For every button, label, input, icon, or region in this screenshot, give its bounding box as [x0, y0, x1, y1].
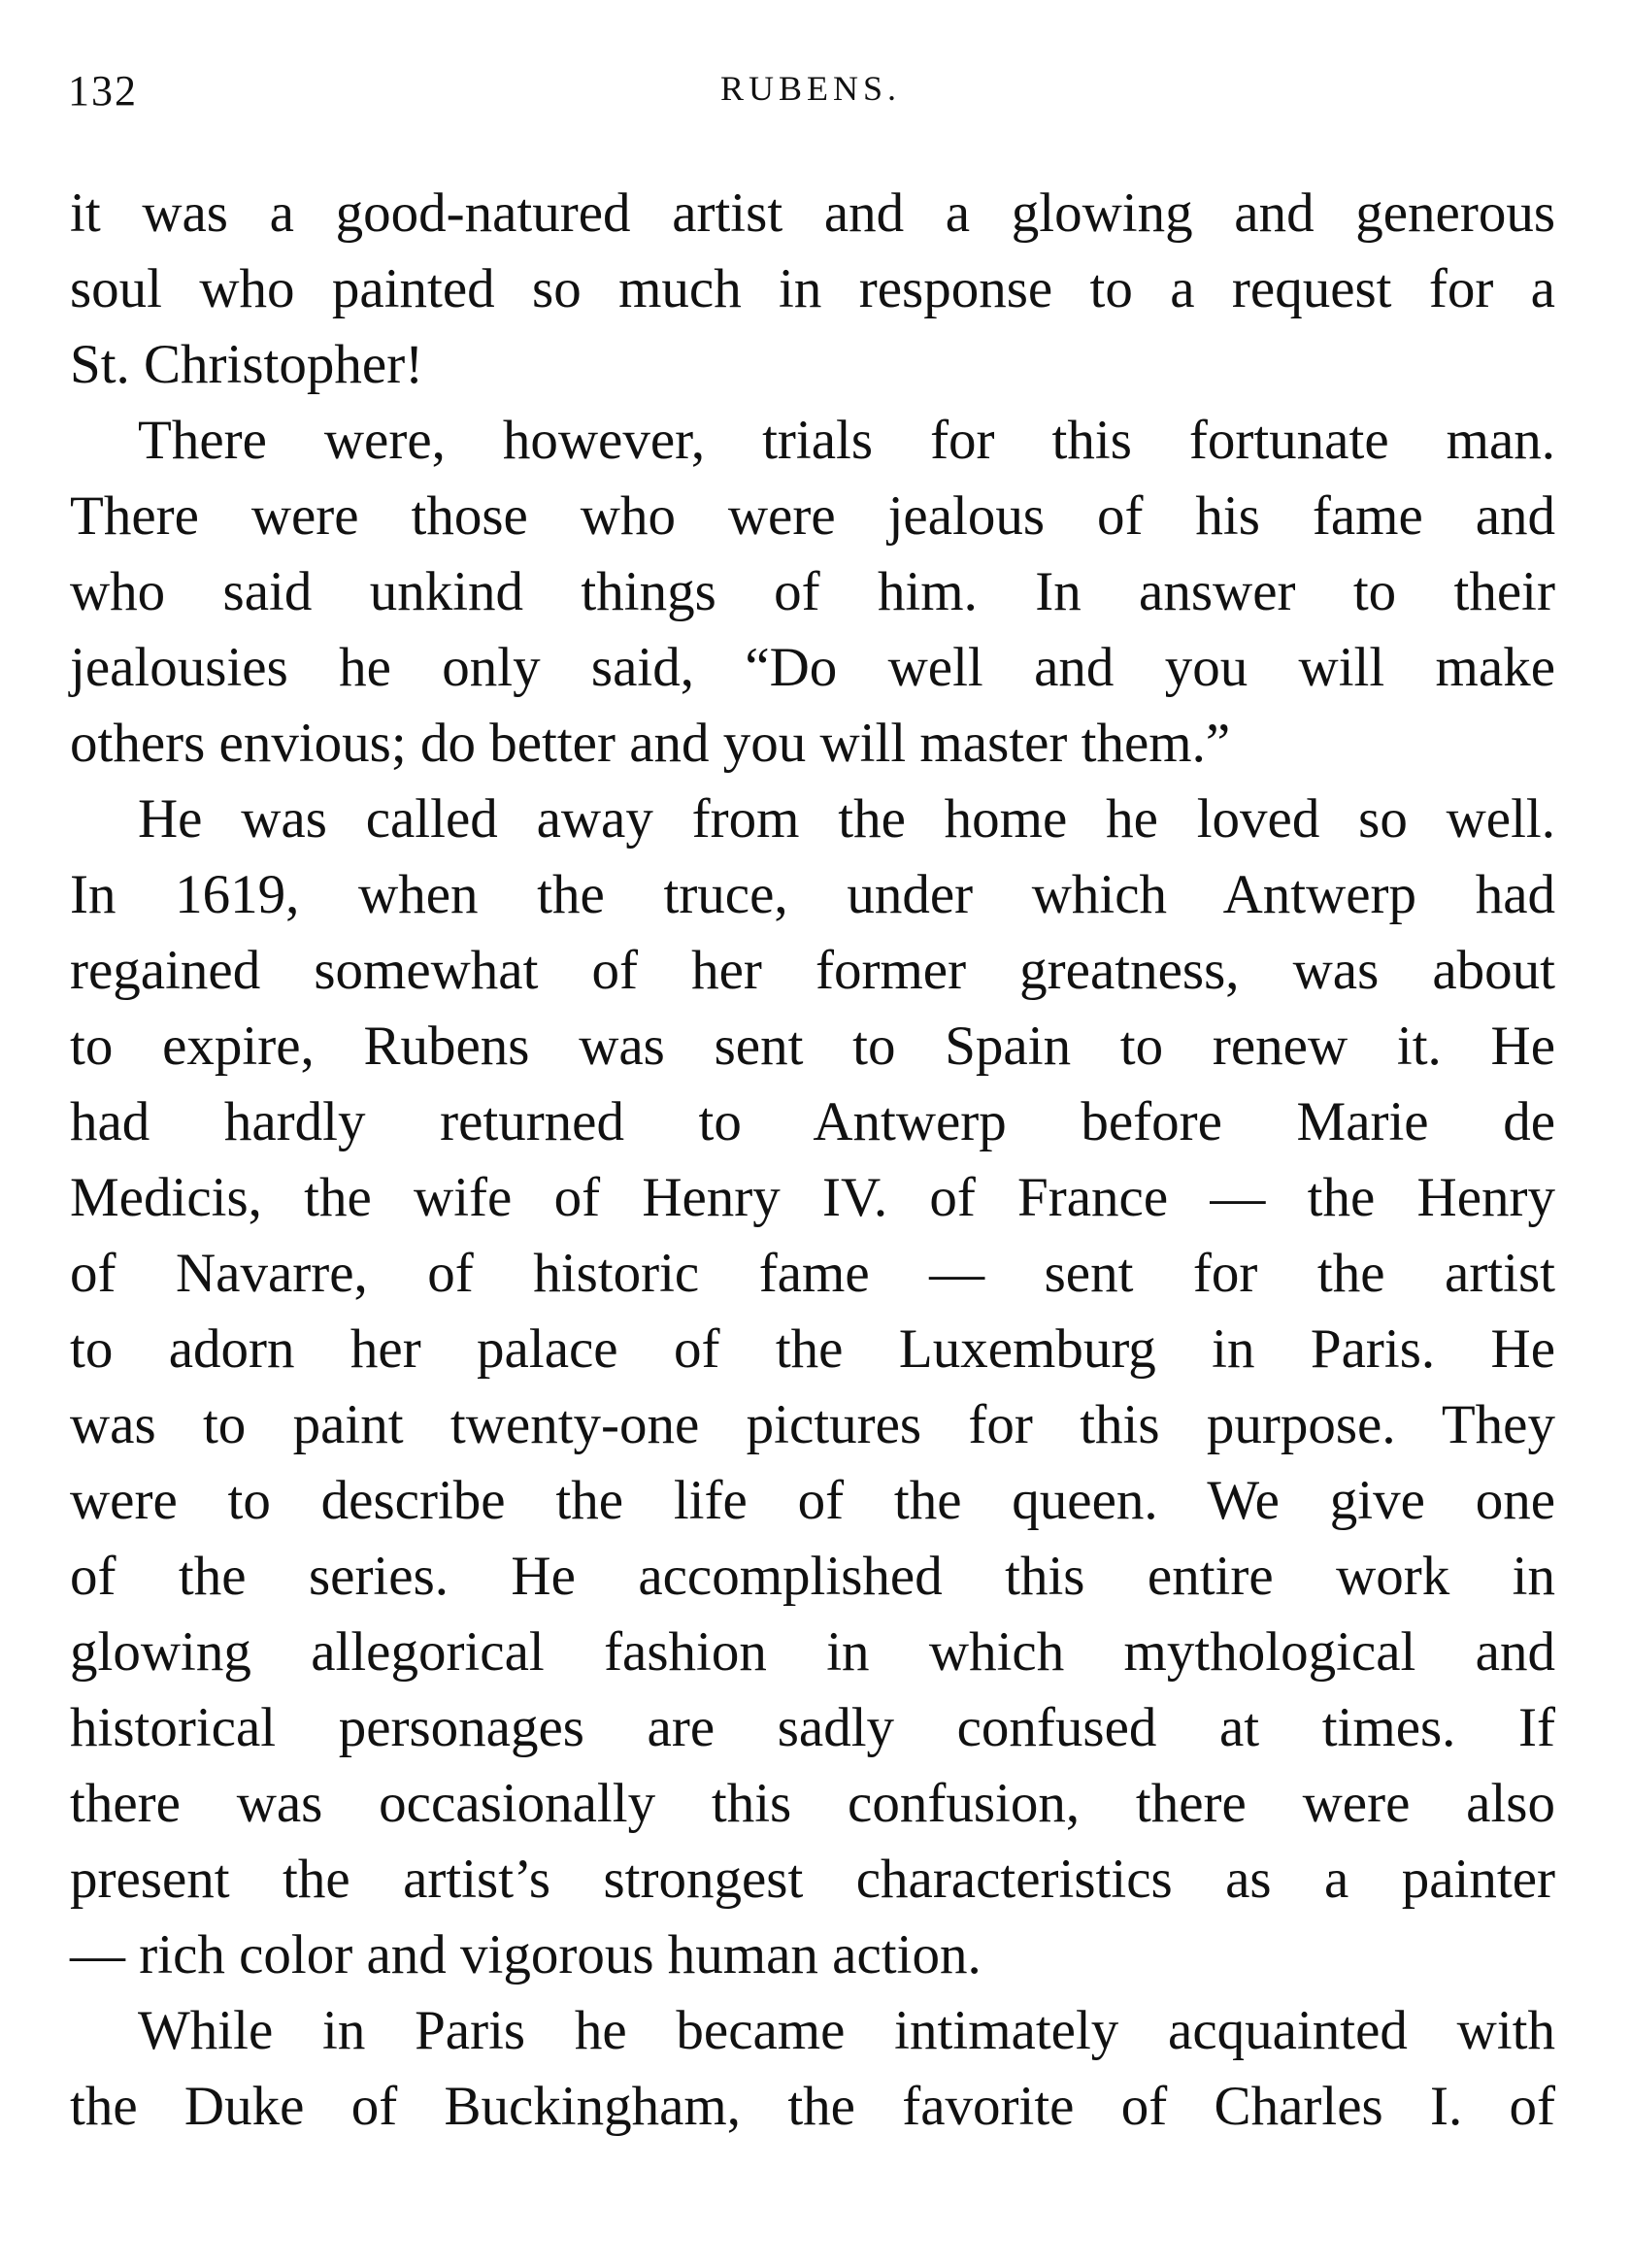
text-line: glowing allegorical fashion in which mythological and — [70, 1621, 1555, 1683]
text-line: In 1619, when the truce, under which Antwerp had — [70, 864, 1555, 925]
text-line: others envious; do better and you will master them.” — [70, 713, 1231, 774]
text-line: there was occasionally this confusion, there were also — [70, 1773, 1555, 1834]
text-line: St. Christopher! — [70, 334, 424, 395]
text-line: to adorn her palace of the Luxemburg in Paris. He — [70, 1318, 1555, 1380]
text-line: jealousies he only said, “Do well and you will make — [70, 637, 1555, 698]
text-line: who said unkind things of him. In answer to their — [70, 561, 1555, 622]
text-line: the Duke of Buckingham, the favorite of Charles I. of — [70, 2076, 1555, 2137]
text-line: to expire, Rubens was sent to Spain to renew it. He — [70, 1016, 1555, 1077]
text-line: of Navarre, of historic fame — sent for the artist — [70, 1243, 1555, 1304]
text-line: were to describe the life of the queen. We give one — [70, 1470, 1555, 1531]
text-line: While in Paris he became intimately acquainted with — [138, 2000, 1555, 2061]
running-head: RUBENS. — [719, 69, 902, 108]
text-line: had hardly returned to Antwerp before Marie de — [70, 1091, 1555, 1152]
text-line: of the series. He accomplished this entire work in — [70, 1546, 1555, 1607]
page-header — [68, 66, 1553, 124]
text-line: historical personages are sadly confused at times. If — [70, 1697, 1555, 1758]
text-line: it was a good-natured artist and a glowing and generous — [70, 183, 1555, 244]
text-line: present the artist’s strongest characteristics as a painter — [70, 1849, 1555, 1910]
text-line: There were those who were jealous of his fame and — [70, 485, 1555, 547]
text-line: Medicis, the wife of Henry IV. of France — the Henry — [70, 1167, 1555, 1228]
page-number: 132 — [68, 67, 138, 115]
text-line: regained somewhat of her former greatness, was about — [70, 940, 1555, 1001]
text-line: soul who painted so much in response to a request for a — [70, 258, 1555, 319]
text-line: He was called away from the home he loved so well. — [138, 788, 1555, 850]
body-text — [70, 176, 1555, 2145]
text-line: There were, however, trials for this fortunate man. — [138, 410, 1555, 471]
text-line: — rich color and vigorous human action. — [70, 1924, 982, 1985]
text-line: was to paint twenty-one pictures for this purpose. They — [70, 1394, 1555, 1455]
